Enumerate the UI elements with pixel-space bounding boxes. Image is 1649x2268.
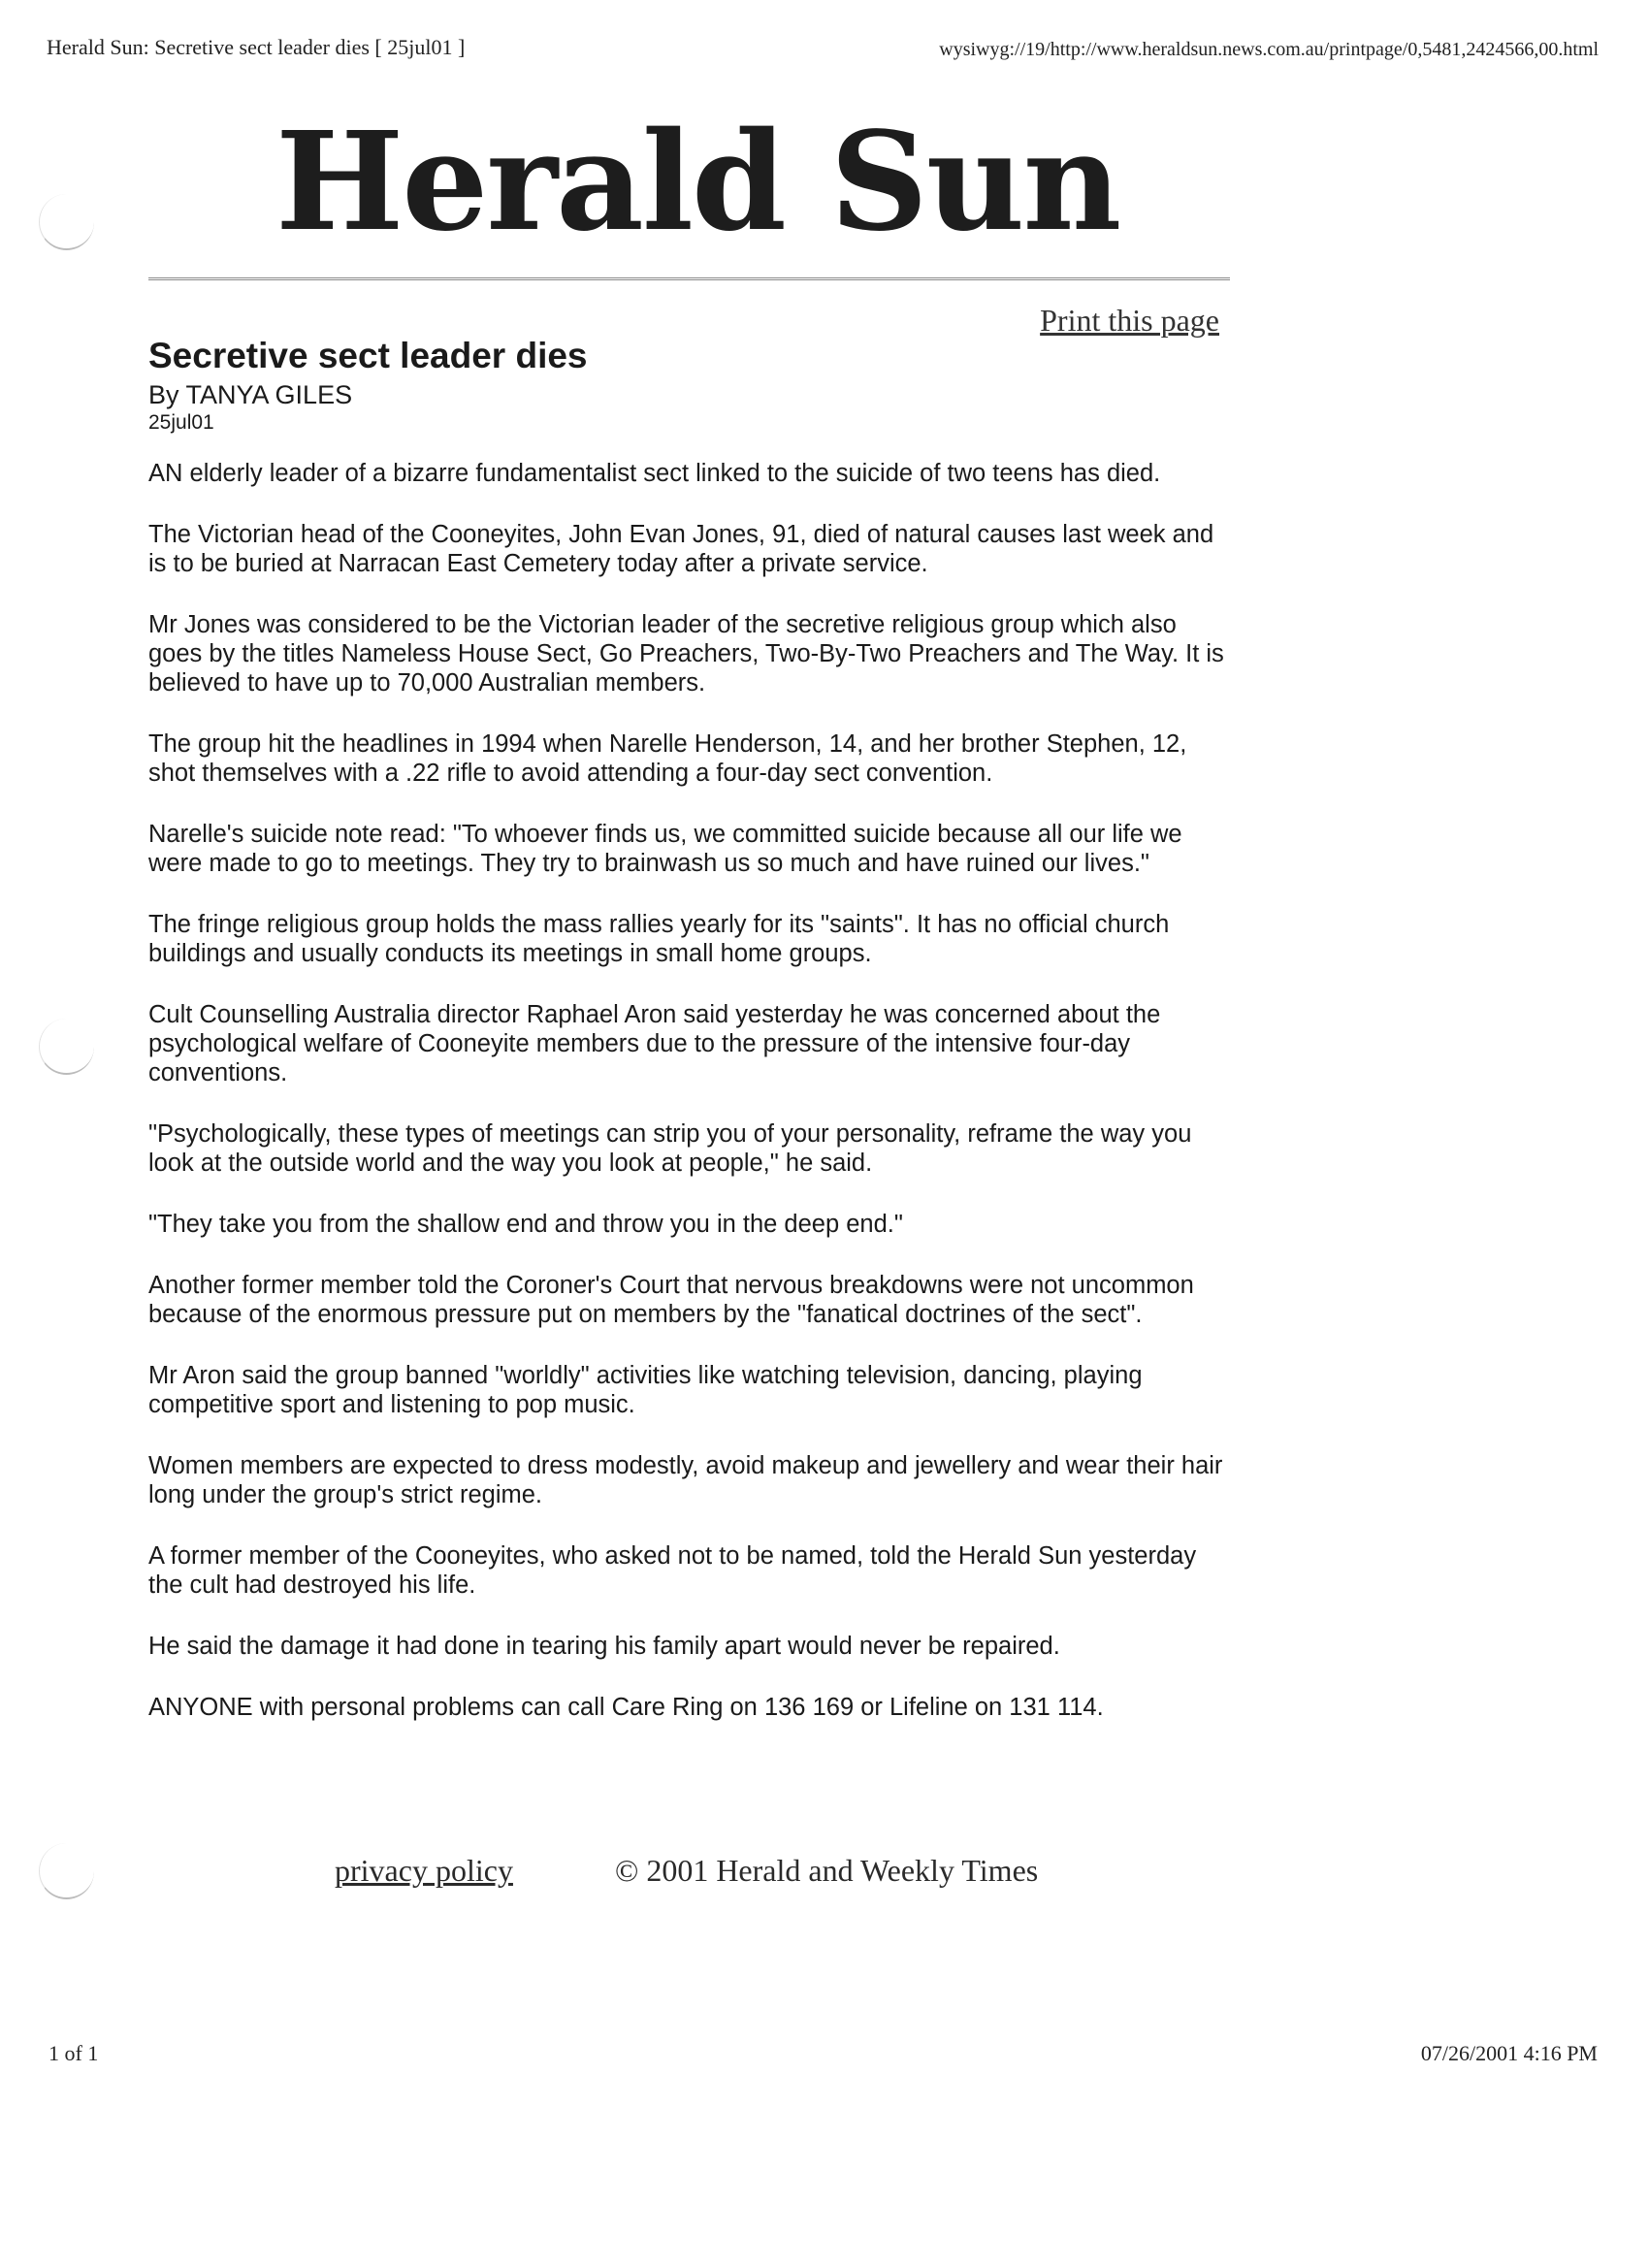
article-paragraph: "Psychologically, these types of meetings can strip you of your personality, reframe the way you look at the outside world and the way you look at people," he said. [148, 1120, 1192, 1178]
article-paragraph: Narelle's suicide note read: "To whoever finds us, we committed suicide because all our life we were made to go to meetings. They try to brainwash us so much and have ruined our lives." [148, 821, 1182, 878]
punch-hole-mark [39, 194, 94, 250]
privacy-policy-link[interactable]: privacy policy [335, 1853, 513, 1888]
article [148, 336, 1235, 1754]
article-paragraph: A former member of the Cooneyites, who asked not to be named, told the Herald Sun yesterday the cult had destroyed his life. [148, 1542, 1197, 1600]
article-paragraph: Mr Aron said the group banned "worldly" activities like watching television, dancing, playing competitive sport and listening to pop music. [148, 1362, 1143, 1419]
punch-hole-mark [39, 1019, 94, 1075]
article-paragraph: AN elderly leader of a bizarre fundamentalist sect linked to the suicide of two teens has died. [148, 460, 1161, 488]
article-paragraph: Cult Counselling Australia director Raphael Aron said yesterday he was concerned about the psychological welfare of Cooneyite members due to the pressure of the intensive four-day conventions. [148, 1001, 1161, 1087]
article-paragraph: Mr Jones was considered to be the Victorian leader of the secretive religious group which also goes by the titles Nameless House Sect, Go Preachers, Two-By-Two Preachers and The Way. It is believed to have up to 70,000 Australian members. [148, 611, 1224, 697]
article-byline: By TANYA GILES [148, 379, 353, 409]
masthead-divider [148, 277, 1230, 280]
print-this-page-link[interactable]: Print this page [1040, 303, 1219, 338]
masthead-logo: Herald Sun [275, 103, 1120, 262]
article-paragraph: The Victorian head of the Cooneyites, John Evan Jones, 91, died of natural causes last week and is to be buried at Narracan East Cemetery today after a private service. [148, 521, 1214, 578]
punch-hole-mark [39, 1843, 94, 1899]
article-paragraph: He said the damage it had done in tearing his family apart would never be repaired. [148, 1633, 1060, 1661]
print-page-count: 1 of 1 [48, 2041, 99, 2065]
article-paragraph: "They take you from the shallow end and throw you in the deep end." [148, 1211, 903, 1239]
article-paragraph: ANYONE with personal problems can call Care Ring on 136 169 or Lifeline on 131 114. [148, 1694, 1104, 1722]
print-header-title: Herald Sun: Secretive sect leader dies [ 25jul01 ] [47, 35, 466, 59]
article-headline: Secretive sect leader dies [148, 336, 588, 375]
article-date: 25jul01 [148, 411, 214, 435]
print-header-url: wysiwyg://19/http://www.heraldsun.news.com.au/printpage/0,5481,2424566,00.html [939, 39, 1599, 60]
print-timestamp: 07/26/2001 4:16 PM [1420, 2041, 1598, 2065]
article-paragraph: The group hit the headlines in 1994 when Narelle Henderson, 14, and her brother Stephen, 12, shot themselves with a .22 rifle to avoid attending a four-day sect convention. [148, 730, 1187, 788]
copyright-notice: © 2001 Herald and Weekly Times [615, 1853, 1039, 1888]
article-body [148, 459, 1235, 1722]
article-paragraph: Another former member told the Coroner's Court that nervous breakdowns were not uncommon because of the enormous pressure put on members by the "fanatical doctrines of the sect". [148, 1272, 1194, 1329]
article-paragraph: The fringe religious group holds the mass rallies yearly for its "saints". It has no official church buildings and usually conducts its meetings in small home groups. [148, 911, 1170, 968]
article-paragraph: Women members are expected to dress modestly, avoid makeup and jewellery and wear their hair long under the group's strict regime. [148, 1452, 1223, 1509]
